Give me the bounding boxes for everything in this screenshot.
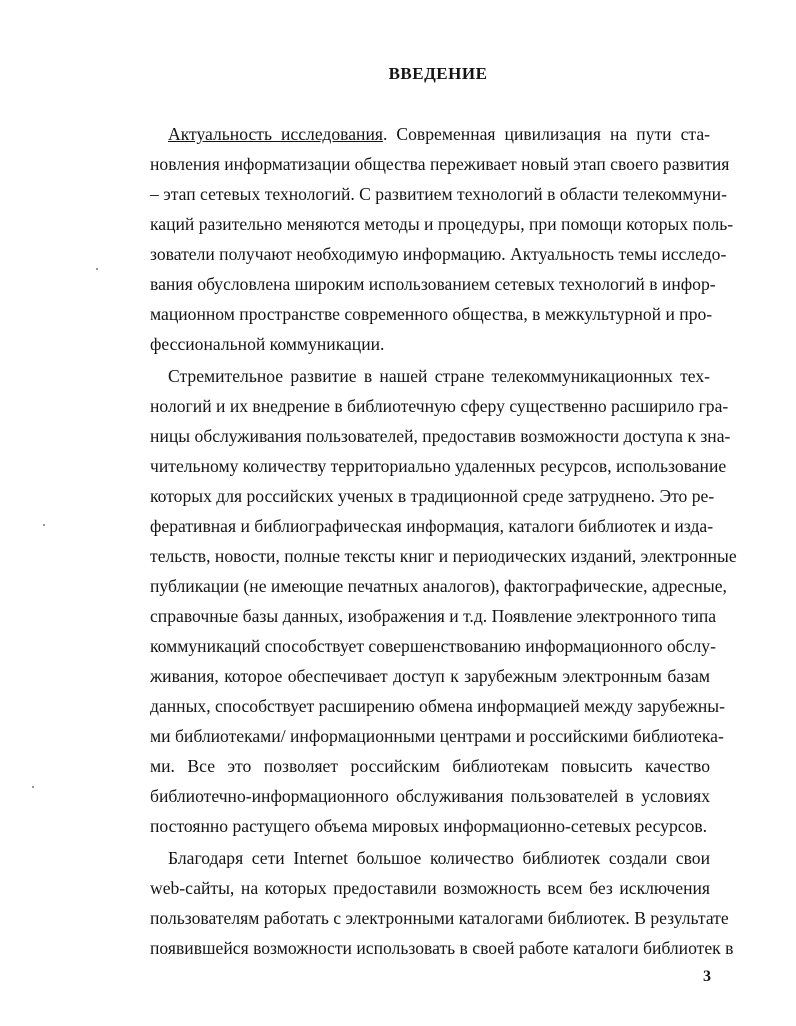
paragraph-3-line-3: пользователям работать с электронными каталогами библиотек. В результате [150, 908, 729, 928]
paragraph-1-line-6: вания обусловлена широким использованием сетевых технологий в инфор- [150, 274, 716, 294]
paragraph-3-line-1: Благодаря сети Internet большое количество библиотек создали свои [168, 848, 710, 868]
paragraph-2-line-15: библиотечно-информационного обслуживания пользователей в условиях [150, 786, 710, 806]
paragraph-2-line-6: феративная и библиографическая информация, каталоги библиотек и изда- [150, 516, 714, 536]
paragraph-1-line-7: мационном пространстве современного общества, в межкультурной и про- [150, 304, 713, 324]
paragraph-2-line-12: данных, способствует расширению обмена информацией между зарубежны- [150, 696, 725, 716]
paragraph-2-line-13: ми библиотеками/ информационными центрами и российскими библиотека- [150, 726, 724, 746]
paragraph-1-line-8: фессиональной коммуникации. [150, 334, 385, 354]
paragraph-2-line-5: которых для российских ученых в традиционной среде затруднено. Это ре- [150, 486, 715, 506]
paragraph-2-line-7: тельств, новости, полные тексты книг и периодических изданий, электронные [150, 546, 737, 566]
underlined-lead: Актуальность исследования [168, 124, 383, 144]
paragraph-1-line-5: зователи получают необходимую информацию. Актуальность темы исследо- [150, 244, 727, 264]
page-number: 3 [703, 968, 711, 985]
paragraph-1-line-1: Актуальность исследования. Современная цивилизация на пути ста- [168, 124, 710, 144]
paragraph-2-line-9: справочные базы данных, изображения и т.д. Появление электронного типа [150, 606, 717, 626]
paragraph-3-line-2: web-сайты, на которых предоставили возможность всем без исключения [150, 878, 710, 898]
paragraph-2-line-1: Стремительное развитие в нашей стране телекоммуникационных тех- [168, 366, 710, 386]
paragraph-2-line-14: ми. Все это позволяет российским библиотекам повысить качество [150, 756, 710, 776]
scan-speck [32, 786, 34, 788]
paragraph-2-line-11: живания, которое обеспечивает доступ к зарубежным электронным базам [150, 666, 710, 686]
page-title: ВВЕДЕНИЕ [388, 64, 488, 83]
scan-speck [96, 268, 98, 270]
paragraph-1-line-4: каций разительно меняются методы и процедуры, при помощи которых поль- [150, 214, 734, 234]
paragraph-2-line-3: ницы обслуживания пользователей, предоставив возможности доступа к зна- [150, 426, 731, 446]
paragraph-2-line-2: нологий и их внедрение в библиотечную сферу существенно расширило гра- [150, 396, 729, 416]
scan-speck [43, 524, 45, 526]
paragraph-1-line-2: новления информатизации общества переживает новый этап своего развития [150, 154, 730, 174]
paragraph-3-line-4: появившейся возможности использовать в своей работе каталоги библиотек в [150, 938, 734, 958]
paragraph-2-line-16: постоянно растущего объема мировых информационно-сетевых ресурсов. [150, 816, 708, 836]
paragraph-1-line-3: – этап сетевых технологий. С развитием технологий в области телекоммуни- [150, 184, 727, 204]
paragraph-2-line-4: чительному количеству территориально удаленных ресурсов, использование [150, 456, 727, 476]
paragraph-2-line-10: коммуникаций способствует совершенствованию информационного обслу- [150, 636, 716, 656]
paragraph-2-line-8: публикации (не имеющие печатных аналогов), фактографические, адресные, [150, 576, 727, 596]
